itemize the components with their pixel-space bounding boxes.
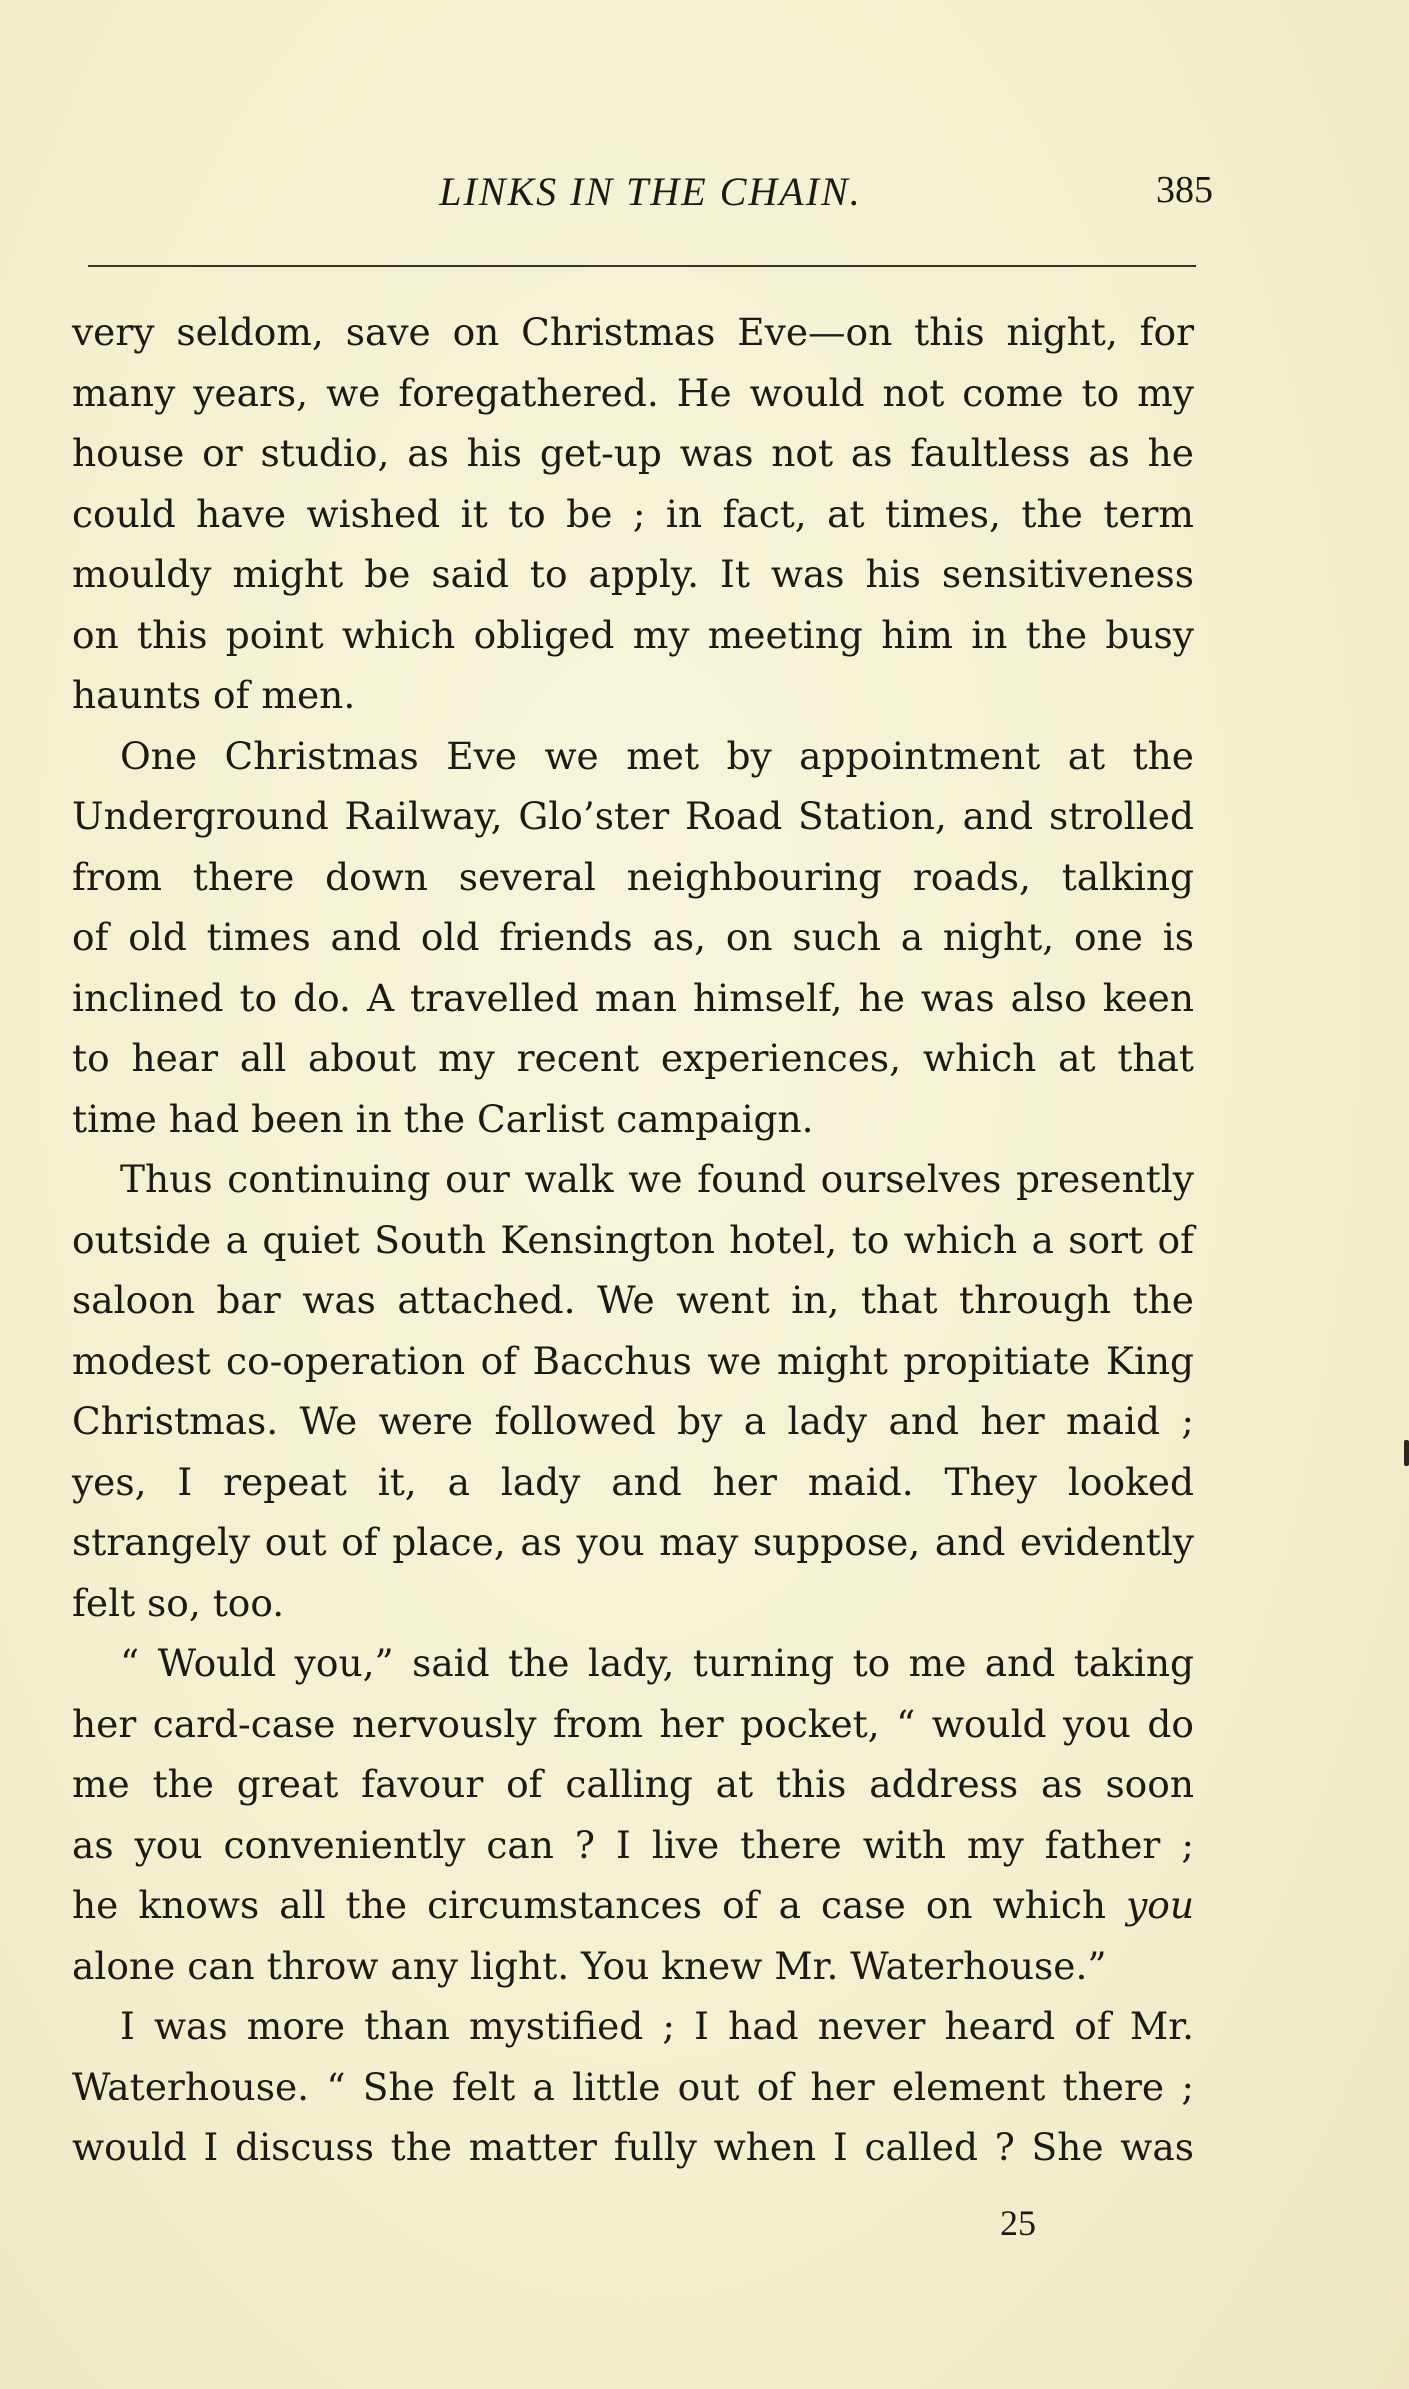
text-line: outside a quiet South Kensington hotel, to which a sort of: [72, 1217, 1194, 1262]
text-line: as you conveniently can ? I live there with my father ;: [72, 1822, 1194, 1867]
text-line: I was more than mystified ; I had never heard of Mr.: [120, 2004, 1194, 2048]
text-line: time had been in the Carlist campaign.: [72, 1096, 814, 1141]
text-line: Christmas. We were followed by a lady and her maid ;: [72, 1399, 1194, 1443]
text-line: modest co-operation of Bacchus we might propitiate King: [72, 1338, 1194, 1383]
text-line: Thus continuing our walk we found ourselves presently: [120, 1157, 1194, 1201]
text-line: mouldy might be said to apply. It was his sensitiveness: [72, 552, 1194, 596]
text-line: alone can throw any light. You knew Mr. Waterhouse.”: [72, 1943, 1107, 1988]
body-text: [72, 302, 1194, 2178]
text-line: on this point which obliged my meeting him in the busy: [72, 612, 1194, 657]
text-line: yes, I repeat it, a lady and her maid. They looked: [72, 1459, 1194, 1504]
text-line: he knows all the circumstances of a case on which you: [72, 1883, 1194, 1927]
text-line: felt so, too.: [72, 1580, 285, 1625]
italic-word: you: [1126, 1883, 1194, 1927]
text-line: house or studio, as his get-up was not as faultless as he: [72, 431, 1194, 475]
text-line: could have wished it to be ; in fact, at times, the term: [72, 491, 1194, 536]
header-rule: [88, 265, 1196, 267]
text-line: me the great favour of calling at this address as soon: [72, 1762, 1194, 1806]
signature-mark: 25: [1000, 2203, 1036, 2243]
text-line: “ Would you,” said the lady, turning to me and taking: [120, 1641, 1194, 1685]
text-line: strangely out of place, as you may suppose, and evidently: [72, 1520, 1194, 1564]
text-line: saloon bar was attached. We went in, that through the: [72, 1278, 1194, 1322]
text-line: from there down several neighbouring roads, talking: [72, 854, 1194, 899]
text-line: inclined to do. A travelled man himself, he was also keen: [72, 975, 1194, 1020]
text-line: her card-case nervously from her pocket, “ would you do: [72, 1701, 1194, 1746]
running-title: LINKS IN THE CHAIN.: [439, 169, 862, 214]
page-header: [88, 168, 1213, 228]
margin-ink-mark: [1404, 1440, 1409, 1466]
text-line: Waterhouse. “ She felt a little out of her element there ;: [72, 2064, 1194, 2109]
text-line: very seldom, save on Christmas Eve—on this night, for: [72, 310, 1194, 354]
text-line: would I discuss the matter fully when I called ? She was: [72, 2125, 1194, 2169]
text-line: One Christmas Eve we met by appointment at the: [120, 733, 1194, 778]
text-line: many years, we foregathered. He would not come to my: [72, 370, 1194, 415]
text-line: Underground Railway, Glo’ster Road Station, and strolled: [72, 794, 1194, 838]
text-line: haunts of men.: [72, 673, 356, 717]
text-line: of old times and old friends as, on such a night, one is: [72, 915, 1194, 959]
text-line: to hear all about my recent experiences, which at that: [72, 1036, 1194, 1080]
page-number: 385: [1156, 169, 1213, 211]
